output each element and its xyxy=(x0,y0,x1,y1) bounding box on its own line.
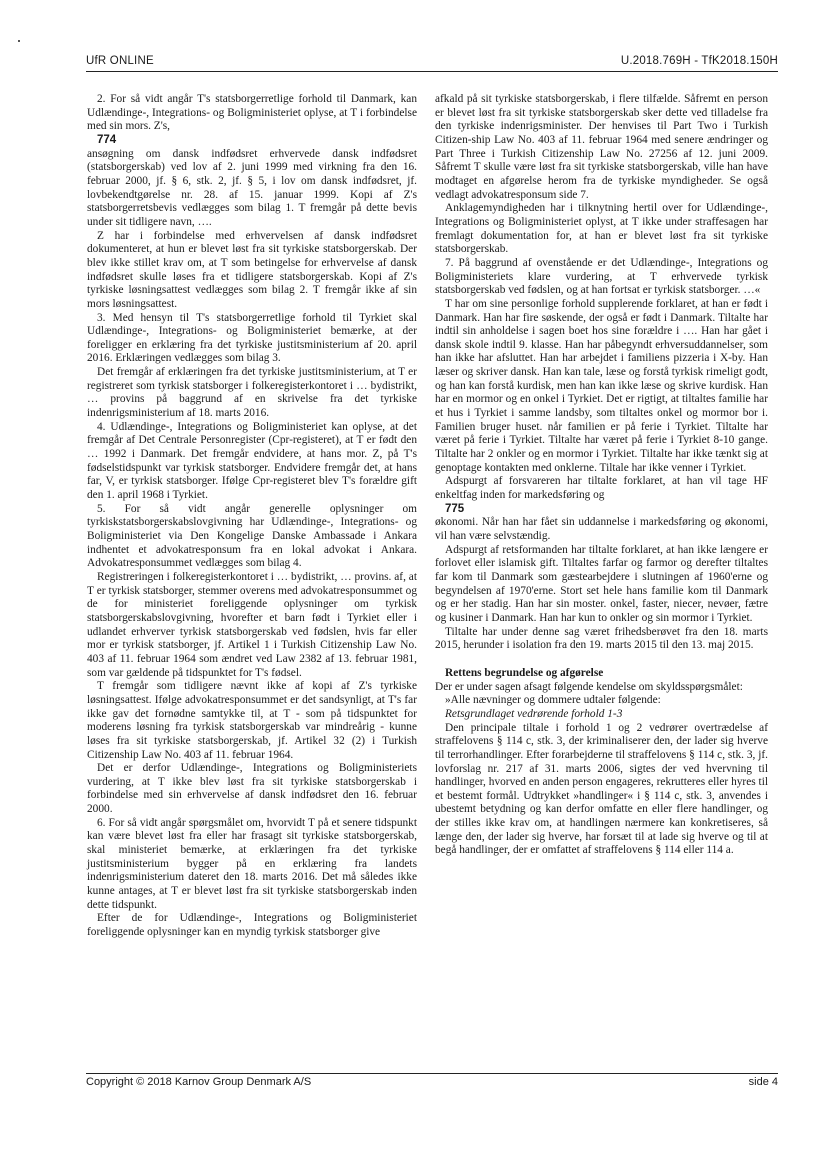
paragraph: 6. For så vidt angår spørgsmålet om, hvorvidt T på et senere tidspunkt kan være blevet løst fra eller har frasagt sit tyrkiske statsborgerskab, skal ministeriet bemærke, at erklæringen fra det tyrkiske justitsministerium bygger på en erklæring fra landets indenrigsministerium dateret den 18. marts 2016. Det må således ikke kunne antages, at T er blevet løst fra sit tyrkiske statsborgerskab inden dette tidspunkt. xyxy=(87,816,417,911)
paragraph: økonomi. Når han har fået sin uddannelse i markedsføring og økonomi, vil han være selvstændig. xyxy=(435,516,768,542)
paragraph: Den principale tiltale i forhold 1 og 2 vedrører overtrædelse af straffelovens § 114 c, stk. 3, der kriminaliserer den, der lader sig hverve til terrorhandlinger. Efter forarbejderne til straffelovens § 114 c, stk. 3, jf. lovforslag nr. 217 af 31. marts 2006, sigtes der ved hvervning til handlinger, hvorved en anden person engageres, rekrutteres eller hyres til et bestemt formål. Udtrykket »handlinger« i § 114 c, stk. 3, anvendes i ubestemt betydning og kan derfor omfatte en eller flere handlinger, og der stilles ikke krav om, at handlingen nærmere kan konkretiseres, så længe den, der lader sig hverve, har forsæt til at lade sig hverve og til at begå handlinger, der er omfattet af straffelovens § 114 eller 114 a. xyxy=(435,721,768,857)
scan-speck xyxy=(18,40,20,42)
paragraph: Der er under sagen afsagt følgende kendelse om skyldsspørgsmålet: xyxy=(435,680,743,693)
right-column xyxy=(435,93,768,858)
page-header xyxy=(86,55,778,71)
header-source: UfR ONLINE xyxy=(86,55,154,67)
header-citation: U.2018.769H - TfK2018.150H xyxy=(620,55,778,67)
paragraph: Efter de for Udlændinge-, Integrations og Boligministeriet foreliggende oplysninger kan en myndig tyrkisk statsborger give xyxy=(87,912,417,939)
paragraph: 7. På baggrund af ovenstående er det Udlændinge-, Integrations og Boligministeriets klare vurdering, at T erhvervede tyrkisk statsborgerskab ved fødslen, og at han fortsat er tyrkisk statsborger. …« xyxy=(435,256,768,297)
paragraph: 5. For så vidt angår generelle oplysninger om tyrkiskstatsborgerskabslovgivning har Udlændinge-, Integrations- og Boligministeriet via Den Kongelige Danske Ambassade i Ankara indhentet et advokatresponsum fra en lokal advokat i Ankara. Advokatresponsummet vedlægges som bilag 4. xyxy=(87,502,417,570)
paragraph: Anklagemyndigheden har i tilknytning hertil over for Udlændinge-, Integrations og Boligministeriet oplyst, at T ikke under straffesagen har fremlagt dokumentation for, at han er blevet løst fra sit tyrkiske statsborgerskab. xyxy=(435,202,768,256)
paragraph: 3. Med hensyn til T's statsborgerretlige forhold til Tyrkiet skal Udlændinge-, Integrations- og Boligministeriet bemærke, at der foreligger en erklæring fra det tyrkiske justitsministerium af 20. april 2016. Erklæringen vedlægges som bilag 3. xyxy=(87,311,417,365)
page-number: side 4 xyxy=(748,1076,778,1088)
paragraph: Adspurgt af retsformanden har tiltalte forklaret, at han ikke længere er forlovet eller islamisk gift. Tiltaltes farfar og farmor og derefter tiltaltes far kom til Danmark som gæstearbejdere i slutningen af 1960'erne og begyndelsen af 1970'erne. Stort set hele hans familie kom til Danmark og er her stadig. Han har sin moster. onkel, faster, niecer, nevøer, fætre og kusiner i Danmark. Han har kun to onkler og sin mormor i Tyrkiet. xyxy=(435,543,768,624)
paragraph: Registreringen i folkeregisterkontoret i … bydistrikt, … provins. af, at T er tyrkisk statsborger, stemmer overens med advokatresponsummet og de for ministeriet foreliggende oplysninger om tyrkisk statsborgerskabslovgivning, hvorefter et barn født i Tyrkiet eller i udlandet erhverver tyrkisk statsborgerskab ved fødslen, hvis far eller mor er tyrkisk statsborger, jf. Artikel 1 i Turkish Citizenship Law No. 403 af 11. februar 1964 som ændret ved Law 2382 af 13. februar 1981, som var gældende på tidspunktet for T's fødsel. xyxy=(87,570,417,679)
paragraph: Adspurgt af forsvareren har tiltalte forklaret, at han vil tage HF enkeltfag inden for markedsføring og xyxy=(435,475,768,502)
paragraph: Det er derfor Udlændinge-, Integrations og Boligministeriets vurdering, at T ikke blev løst fra sit tyrkiske statsborgerskab i forbindelse med sin erhvervelse af dansk indfødsret den 16. februar 2000. xyxy=(87,762,417,816)
subheading: Retsgrundlaget vedrørende forhold 1-3 xyxy=(445,707,623,720)
page-number-marker: 775 xyxy=(445,502,465,515)
section-heading: Rettens begrundelse og afgørelse xyxy=(445,666,604,679)
paragraph: Z har i forbindelse med erhvervelsen af dansk indfødsret dokumenteret, at hun er blevet løst fra sit tyrkiske statsborgerskab. Der blev ikke stillet krav om, at T som betingelse for erhvervelse af dansk indfødsret skulle løses fra et tidligere statsborgerskab. Kopi af Z's tyrkiske løsningsattest vedlægges som bilag 2. T fremgår ikke af sin mors løsningsattest. xyxy=(87,229,417,310)
header-rule xyxy=(86,71,778,72)
paragraph: 4. Udlændinge-, Integrations og Boligministeriet kan oplyse, at det fremgår af Det Centrale Personregister (Cpr-registeret), at T er født den … 1992 i Danmark. Det fremgår endvidere, at hans mor. Z, på T's fødselstidspunkt var tyrkisk statsborger. Endvidere fremgår det, at hans far, V, er tyrkisk statsborger. Ifølge Cpr-registeret blev T's forældre gift den 1. april 1968 i Tyrkiet. xyxy=(87,420,417,502)
left-column xyxy=(87,93,417,940)
paragraph: afkald på sit tyrkiske statsborgerskab, i flere tilfælde. Såfremt en person er blevet løst fra sit tyrkiske statsborgerskab sker dette ved tilladelse fra den tyrkiske indenrigsminister. Der henvises til Part Two i Turkish Citizen-ship Law No. 403 af 11. februar 1964 med senere ændringer og Part Three i Turkish Citizenship Law No. 27256 af 12. juni 2009. Såfremt T skulle være løst fra sit tyrkiske statsborgerskab, ville han have modtaget en afgørelse herom fra de tyrkiske myndigheder. Se også vedlagt advokatresponsum side 7. xyxy=(435,93,768,201)
paragraph: T fremgår som tidligere nævnt ikke af kopi af Z's tyrkiske løsningsattest. Ifølge advokatresponsummet er det sandsynligt, at T's far ikke gav det fornødne samtykke til, at T - som på tidspunktet for moderens løsning fra tyrkisk statsborgerskab var mindreårig - kunne løses fra sit tyrkiske statsborgerskab, jf. Artikel 32 (2) i Turkish Citizenship Law No. 403 af 11. februar 1964. xyxy=(87,680,417,761)
paragraph: T har om sine personlige forhold supplerende forklaret, at han er født i Danmark. Han har fire søskende, der også er født i Danmark. Tiltalte har indtil sin anholdelse i sagen boet hos sine forældre i …. Han har gået i dansk skole indtil 9. klasse. Han har påbegyndt erhversuddannelser, som han ikke har afsluttet. Han har arbejdet i familiens pizzeria i X-by. Han læser og skriver dansk. Han kan tale, læse og forstå tyrkisk rimeligt godt, og han kan forstå kurdisk, men han kan ikke læse og skrive kurdisk. Han har en mormor og en onkel i Tyrkiet. Det er rigtigt, at tiltaltes familie har et hus i Tyrkiet i samme landsby, som tiltaltes onkel og mormor bor i. Familien bruger huset. når familien er på ferie i Tyrkiet. Tiltalte har været på ferie i Tyrkiet. Tiltalte har været på ferie i Tyrkiet 8-10 gange. Tiltalte har 2 onkler og en mormor i Tyrkiet. Tiltalte har ikke tænkt sig at genoptage kontakten med onklerne. Tiltale har ikke venner i Tyrkiet. xyxy=(435,297,768,474)
paragraph: Tiltalte har under denne sag været frihedsberøvet fra den 18. marts 2015, herunder i isolation fra den 19. marts 2015 til den 13. maj 2015. xyxy=(435,625,768,652)
paragraph: »Alle nævninger og dommere udtaler følgende: xyxy=(445,694,661,707)
copyright-notice: Copyright © 2018 Karnov Group Denmark A/S xyxy=(86,1076,312,1088)
page-number-marker: 774 xyxy=(97,133,117,146)
paragraph: ansøgning om dansk indfødsret erhvervede dansk indfødsret (statsborgerskab) ved lov af 2. juni 1999 med virkning fra den 16. februar 2000, jf. § 6, stk. 2, jf. § 5, i lov om dansk indfødsret, jf. lovbekendtgørelse nr. 28. af 15. januar 1999. Kopi af Z's statsborgerretsbevis vedlægges som bilag 1. T fremgår på dette bevis under sit tidligere navn, …. xyxy=(87,147,417,228)
paragraph: 2. For så vidt angår T's statsborgerretlige forhold til Danmark, kan Udlændinge-, Integrations- og Boligministeriet oplyse, at T i forbindelse med sin mors. Z's, xyxy=(87,93,417,133)
page-footer xyxy=(86,1076,778,1092)
paragraph: Det fremgår af erklæringen fra det tyrkiske justitsministerium, at T er registreret som tyrkisk statsborger i folkeregisterkontoret i … bydistrikt, … provins på baggrund af en skrivelse fra det tyrkiske indenrigsministerium af 18. marts 2016. xyxy=(87,366,417,420)
footer-rule xyxy=(86,1073,778,1074)
